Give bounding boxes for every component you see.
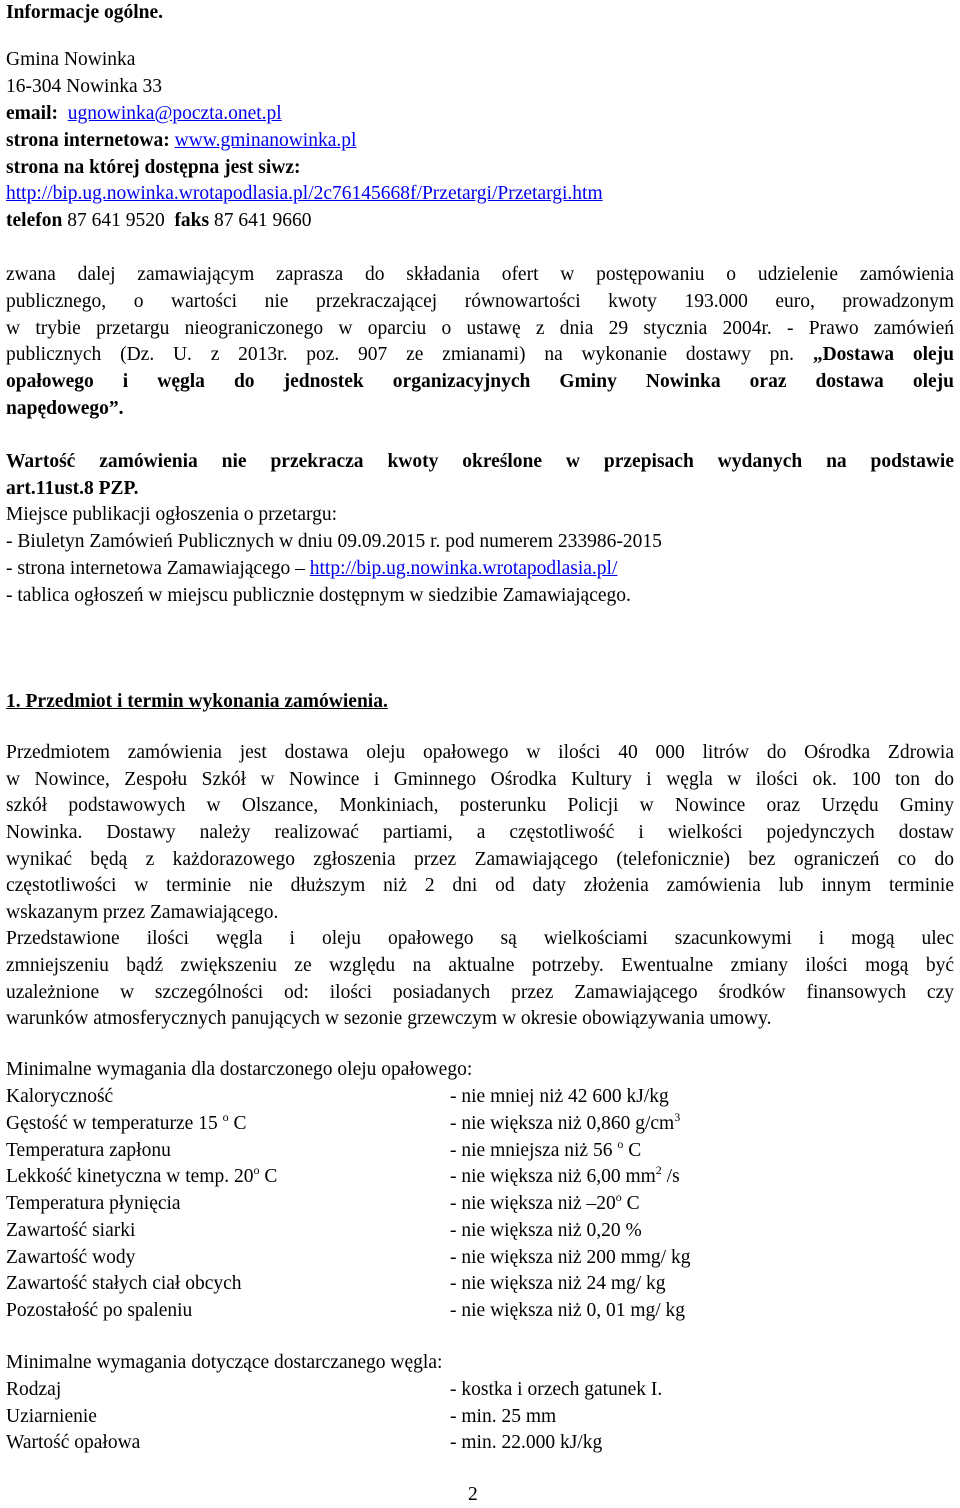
oil-row xyxy=(6,1245,954,1272)
coal-value: - min. 25 mm xyxy=(450,1406,557,1427)
coal-param: Uziarnienie xyxy=(6,1406,97,1427)
coal-row xyxy=(6,1430,954,1457)
paragraph-line: Nowinka. Dostawy należy realizować partiami, a częstotliwość i wielkości pojedynczych dostaw xyxy=(6,822,954,843)
email-label: email: xyxy=(6,103,58,124)
paragraph-line: Przedmiotem zamówienia jest dostawa oleju opałowego w ilości 40 000 litrów do Ośrodka Zdrowia xyxy=(6,742,954,763)
paragraph-line: wynikać będą z każdorazowego zgłoszenia przez Zamawiającego (telefonicznie) bez ograniczeń co do xyxy=(6,849,954,870)
email-link[interactable]: ugnowinka@poczta.onet.pl xyxy=(67,103,282,124)
heading: Informacje ogólne. xyxy=(6,2,164,23)
oil-row xyxy=(6,1111,954,1138)
oil-value: - nie mniejsza niż 56 $^o$ C xyxy=(450,1137,642,1161)
phone-value: 87 641 9520 xyxy=(67,210,165,231)
oil-param: Lekkość kinetyczna w temp. 20$^o$ C xyxy=(6,1163,278,1187)
oil-value: - nie większa niż –20$^o$ C xyxy=(450,1190,640,1214)
coal-param: Wartość opałowa xyxy=(6,1432,141,1453)
oil-param: Zawartość wody xyxy=(6,1247,136,1268)
tender-title: „Dostawa oleju xyxy=(812,344,954,365)
siwz-row xyxy=(6,181,954,208)
paragraph-line: zmniejszeniu bądź zwiększeniu ze względu na aktualne potrzeby. Ewentualne zmiany ilości mogą być xyxy=(6,955,954,976)
oil-requirements-title: Minimalne wymagania dla dostarczonego oleju opałowego: xyxy=(6,1059,473,1080)
contact-address: 16-304 Nowinka 33 xyxy=(6,76,162,97)
paragraph-line: częstotliwości w terminie nie dłuższym niż 2 dni od daty złożenia zamówienia lub innym terminie xyxy=(6,875,954,896)
oil-param: Kaloryczność xyxy=(6,1086,114,1107)
publication-item: - tablica ogłoszeń w miejscu publicznie dostępnym w siedzibie Zamawiającego. xyxy=(6,585,631,606)
intro-line: zwana dalej zamawiającym zaprasza do składania ofert w postępowaniu o udzielenie zamówienia xyxy=(6,264,954,285)
fax-value: 87 641 9660 xyxy=(214,210,312,231)
web-label: strona internetowa: xyxy=(6,130,170,151)
section-1-title: 1. Przedmiot i termin wykonania zamówienia. xyxy=(6,691,388,712)
oil-value: - nie mniej niż 42 600 kJ/kg xyxy=(450,1086,669,1107)
oil-param: Temperatura zapłonu xyxy=(6,1140,171,1161)
intro-line: publicznych (Dz. U. z 2013r. poz. 907 ze zmianami) na wykonanie dostawy pn. „Dostawa oleju xyxy=(6,344,954,365)
tender-title-line: napędowego”. xyxy=(6,398,124,419)
oil-value: - nie większa niż 6,00 $mm^2$ /s xyxy=(450,1163,680,1187)
phone-label: telefon xyxy=(6,210,63,231)
oil-row xyxy=(6,1164,954,1191)
oil-param: Temperatura płynięcia xyxy=(6,1193,181,1214)
tender-title-line: opałowego i węgla do jednostek organizacyjnych Gminy Nowinka oraz dostawa oleju xyxy=(6,371,954,392)
coal-row xyxy=(6,1404,954,1431)
siwz-label: strona na której dostępna jest siwz: xyxy=(6,157,301,178)
oil-value: - nie większa niż 0,20 % xyxy=(450,1220,642,1241)
oil-row xyxy=(6,1138,954,1165)
oil-row xyxy=(6,1191,954,1218)
oil-row xyxy=(6,1298,954,1325)
oil-value: - nie większa niż 0, 01 mg/ kg xyxy=(450,1300,686,1321)
siwz-link[interactable]: http://bip.ug.nowinka.wrotapodlasia.pl/2c76145668f/Przetargi/Przetargi.htm xyxy=(6,183,603,204)
paragraph-line: warunków atmosferycznych panujących w sezonie grzewczym w okresie obowiązywania umowy. xyxy=(6,1008,772,1029)
contact-email xyxy=(6,101,954,128)
coal-value: - min. 22.000 kJ/kg xyxy=(450,1432,603,1453)
paragraph-line: uzależnione w szczególności od: ilości posiadanych przez Zamawiającego środków finansowych czy xyxy=(6,982,954,1003)
oil-row xyxy=(6,1271,954,1298)
oil-row xyxy=(6,1218,954,1245)
oil-param: Zawartość siarki xyxy=(6,1220,136,1241)
oil-value: - nie większa niż 0,860 $g/cm^3$ xyxy=(450,1110,681,1134)
paragraph-line: Przedstawione ilości węgla i oleju opałowego są wielkościami szacunkowymi i mogą ulec xyxy=(6,928,954,949)
oil-param: Zawartość stałych ciał obcych xyxy=(6,1273,242,1294)
oil-param: Pozostałość po spaleniu xyxy=(6,1300,193,1321)
publication-item: - Biuletyn Zamówień Publicznych w dniu 09.09.2015 r. pod numerem 233986-2015 xyxy=(6,531,662,552)
paragraph-line: wskazanym przez Zamawiającego. xyxy=(6,902,279,923)
oil-param: Gęstość w temperaturze 15 $^o$ C xyxy=(6,1110,247,1134)
publication-title: Miejsce publikacji ogłoszenia o przetargu: xyxy=(6,504,338,525)
publication-item: - strona internetowa Zamawiającego – http://bip.ug.nowinka.wrotapodlasia.pl/ xyxy=(6,558,618,579)
contact-web xyxy=(6,128,954,155)
value-line: art.11ust.8 PZP. xyxy=(6,478,139,499)
contact-phone xyxy=(6,208,954,235)
coal-row xyxy=(6,1377,954,1404)
intro-line: w trybie przetargu nieograniczonego w oparciu o ustawę z dnia 29 stycznia 2004r. - Prawo zamówień xyxy=(6,318,954,339)
fax-label: faks xyxy=(174,210,210,231)
paragraph-line: w Nowince, Zespołu Szkół w Nowince i Gminnego Ośrodka Kultury i węgla w ilości ok. 100 ton do xyxy=(6,769,954,790)
intro-line: publicznego, o wartości nie przekraczającej równowartości kwoty 193.000 euro, prowadzonym xyxy=(6,291,954,312)
contact-name: Gmina Nowinka xyxy=(6,49,136,70)
coal-requirements-title: Minimalne wymagania dotyczące dostarczanego węgla: xyxy=(6,1352,443,1373)
page-number: 2 xyxy=(468,1484,478,1505)
oil-value: - nie większa niż 200 mmg/ kg xyxy=(450,1247,691,1268)
paragraph-line: szkół podstawowych w Olszance, Monkiniach, posterunku Policji w Nowince oraz Urzędu Gminy xyxy=(6,795,954,816)
value-line: Wartość zamówienia nie przekracza kwoty określone w przepisach wydanych na podstawie xyxy=(6,451,954,472)
coal-param: Rodzaj xyxy=(6,1379,62,1400)
bip-link[interactable]: http://bip.ug.nowinka.wrotapodlasia.pl/ xyxy=(309,558,618,579)
web-link[interactable]: www.gminanowinka.pl xyxy=(174,130,357,151)
coal-value: - kostka i orzech gatunek I. xyxy=(450,1379,663,1400)
oil-value: - nie większa niż 24 mg/ kg xyxy=(450,1273,666,1294)
oil-row xyxy=(6,1084,954,1111)
